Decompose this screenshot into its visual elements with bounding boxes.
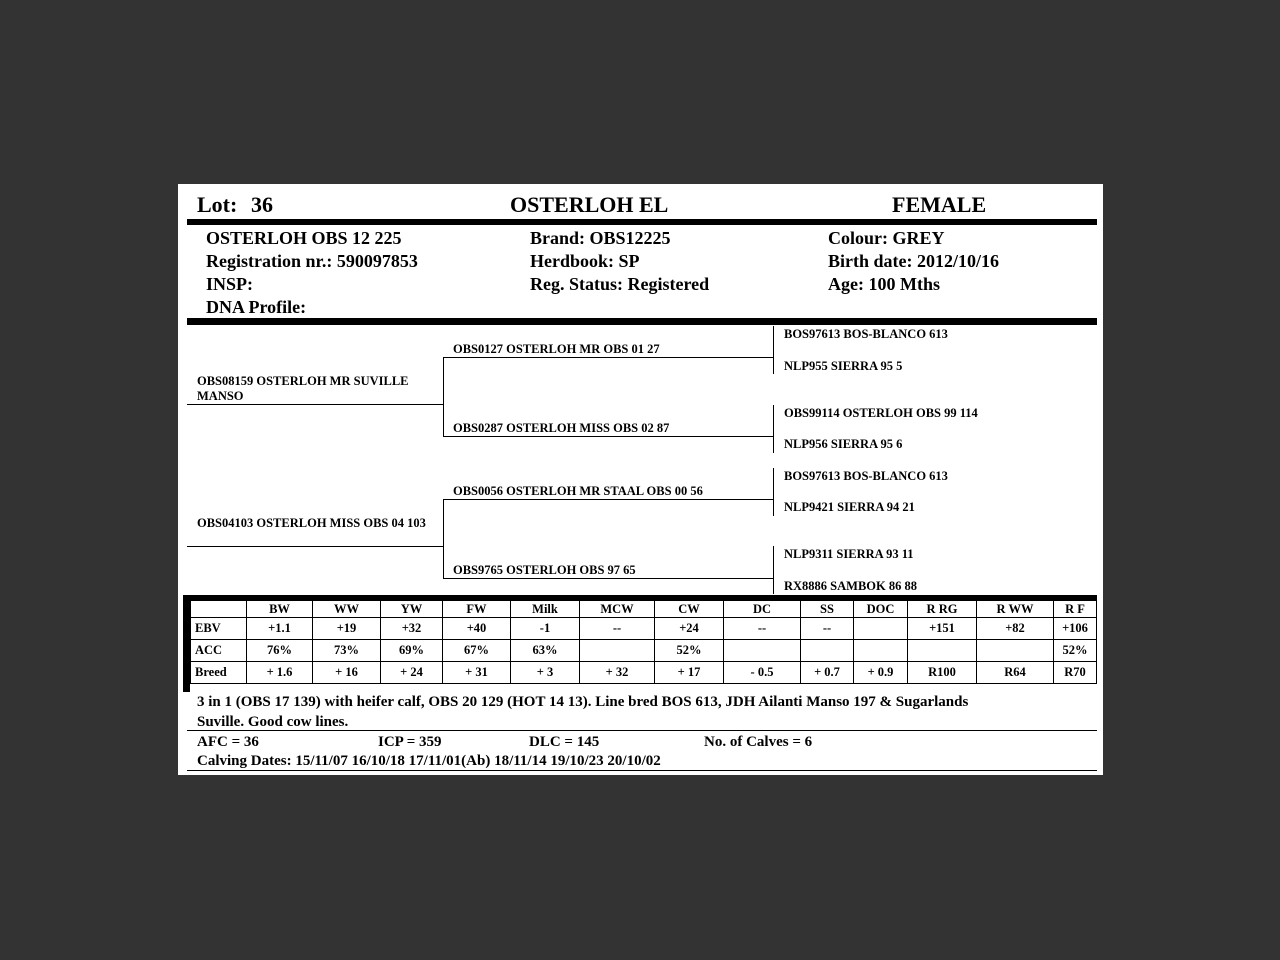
pedigree-line (187, 546, 443, 547)
pedigree-g3-3: OBS99114 OSTERLOH OBS 99 114 (784, 406, 978, 420)
table-header-cell: R WW (977, 601, 1054, 618)
brand: Brand: OBS12225 (530, 228, 671, 248)
table-cell (724, 640, 801, 662)
info-column-right (828, 227, 999, 296)
table-cell: - 0.5 (724, 662, 801, 684)
table-cell (977, 640, 1054, 662)
calves-stat: No. of Calves = 6 (704, 734, 813, 750)
table-header-cell: Milk (511, 601, 580, 618)
table-cell: + 16 (313, 662, 381, 684)
animal-name-title: OSTERLOH EL (510, 192, 669, 217)
table-cell: + 32 (580, 662, 655, 684)
table-header-cell: CW (655, 601, 724, 618)
pedigree-g3-5: BOS97613 BOS-BLANCO 613 (784, 469, 948, 483)
pedigree-g3-2: NLP955 SIERRA 95 5 (784, 359, 903, 373)
pedigree-dam-sire: OBS0056 OSTERLOH MR STAAL OBS 00 56 (453, 484, 703, 498)
table-cell: + 31 (443, 662, 511, 684)
sex-label: FEMALE (892, 192, 987, 217)
table-cell: ACC (191, 640, 247, 662)
pedigree-g3-8: RX8886 SAMBOK 86 88 (784, 579, 917, 593)
pedigree-g3-7: NLP9311 SIERRA 93 11 (784, 547, 914, 561)
table-cell: Breed (191, 662, 247, 684)
info-column-middle (530, 227, 709, 296)
birth-date: Birth date: 2012/10/16 (828, 251, 999, 271)
pedigree-dam-dam: OBS9765 OSTERLOH OBS 97 65 (453, 563, 636, 577)
table-cell: + 17 (655, 662, 724, 684)
animal-id: OSTERLOH OBS 12 225 (206, 228, 402, 248)
herdbook: Herdbook: SP (530, 251, 640, 271)
table-row-breed (191, 662, 1097, 684)
pedigree-line (443, 499, 444, 579)
pedigree-sire-sire: OBS0127 OSTERLOH MR OBS 01 27 (453, 342, 660, 356)
info-divider (187, 318, 1097, 325)
header-divider (187, 219, 1097, 225)
table-cell (908, 640, 977, 662)
pedigree-line (773, 405, 774, 453)
pedigree-line (773, 468, 774, 516)
pedigree-dam: OBS04103 OSTERLOH MISS OBS 04 103 (197, 516, 426, 530)
table-cell: EBV (191, 618, 247, 640)
comments-line-2: Suville. Good cow lines. (197, 714, 349, 730)
pedigree-line (443, 357, 444, 437)
table-header-row (191, 601, 1097, 618)
table-header-cell: R F (1054, 601, 1097, 618)
table-header-cell: DOC (854, 601, 908, 618)
lot-number: 36 (251, 192, 273, 217)
table-cell: +106 (1054, 618, 1097, 640)
table-cell: + 0.7 (801, 662, 854, 684)
table-cell (854, 640, 908, 662)
ebv-table (190, 600, 1097, 684)
pedigree-g3-4: NLP956 SIERRA 95 6 (784, 437, 903, 451)
comments-line-1: 3 in 1 (OBS 17 139) with heifer calf, OBS 20 129 (HOT 14 13). Line bred BOS 613, JDH Ailanti Manso 197 & Sugarlands (197, 694, 969, 710)
table-cell: +82 (977, 618, 1054, 640)
table-cell: +1.1 (247, 618, 313, 640)
calving-dates: Calving Dates: 15/11/07 16/10/18 17/11/01(Ab) 18/11/14 19/10/23 20/10/02 (197, 753, 661, 769)
table-cell: +19 (313, 618, 381, 640)
table-cell: +40 (443, 618, 511, 640)
table-cell: 67% (443, 640, 511, 662)
table-cell (801, 640, 854, 662)
pedigree-line (443, 578, 774, 579)
table-cell: 52% (655, 640, 724, 662)
table-row-ebv (191, 618, 1097, 640)
pedigree-g3-1: BOS97613 BOS-BLANCO 613 (784, 327, 948, 341)
table-cell: -- (724, 618, 801, 640)
table-cell (580, 640, 655, 662)
afc-stat: AFC = 36 (197, 734, 259, 750)
reg-status: Reg. Status: Registered (530, 274, 710, 294)
table-cell: -- (580, 618, 655, 640)
table-cell: + 3 (511, 662, 580, 684)
table-row-acc (191, 640, 1097, 662)
table-cell: -1 (511, 618, 580, 640)
table-header-cell: MCW (580, 601, 655, 618)
comments (197, 692, 968, 732)
registration-number: Registration nr.: 590097853 (206, 251, 418, 271)
table-cell: R70 (1054, 662, 1097, 684)
table-cell: R100 (908, 662, 977, 684)
table-header-cell: YW (381, 601, 443, 618)
pedigree-sire: OBS08159 OSTERLOH MR SUVILLE MANSO (197, 374, 409, 403)
table-header-cell: WW (313, 601, 381, 618)
table-header-cell (191, 601, 247, 618)
lot-label: Lot: (197, 192, 238, 217)
table-left-bar (183, 595, 190, 692)
info-column-left (206, 227, 418, 319)
table-cell: 76% (247, 640, 313, 662)
table-header-cell: BW (247, 601, 313, 618)
table-cell: +32 (381, 618, 443, 640)
icp-stat: ICP = 359 (378, 734, 442, 750)
table-cell: + 0.9 (854, 662, 908, 684)
table-cell: + 24 (381, 662, 443, 684)
pedigree-line (443, 499, 774, 500)
table-cell: +151 (908, 618, 977, 640)
table-cell: 63% (511, 640, 580, 662)
table-header-cell: SS (801, 601, 854, 618)
dlc-stat: DLC = 145 (529, 734, 600, 750)
table-cell: R64 (977, 662, 1054, 684)
comments-divider (187, 730, 1097, 731)
table-cell: 69% (381, 640, 443, 662)
table-cell: -- (801, 618, 854, 640)
pedigree-line (773, 546, 774, 594)
table-header-cell: FW (443, 601, 511, 618)
lot-card (178, 184, 1103, 775)
colour: Colour: GREY (828, 228, 945, 248)
insp-label: INSP: (206, 274, 254, 294)
age: Age: 100 Mths (828, 274, 940, 294)
pedigree-line (187, 404, 443, 405)
pedigree-line (443, 436, 774, 437)
bottom-divider (187, 770, 1097, 771)
pedigree-g3-6: NLP9421 SIERRA 94 21 (784, 500, 915, 514)
pedigree-line (773, 326, 774, 374)
table-header-cell: DC (724, 601, 801, 618)
table-header-cell: R RG (908, 601, 977, 618)
dna-profile-label: DNA Profile: (206, 297, 307, 317)
table-cell: 73% (313, 640, 381, 662)
pedigree-sire-dam: OBS0287 OSTERLOH MISS OBS 02 87 (453, 421, 670, 435)
table-cell (854, 618, 908, 640)
table-cell: 52% (1054, 640, 1097, 662)
pedigree-line (443, 357, 774, 358)
table-cell: +24 (655, 618, 724, 640)
table-cell: + 1.6 (247, 662, 313, 684)
